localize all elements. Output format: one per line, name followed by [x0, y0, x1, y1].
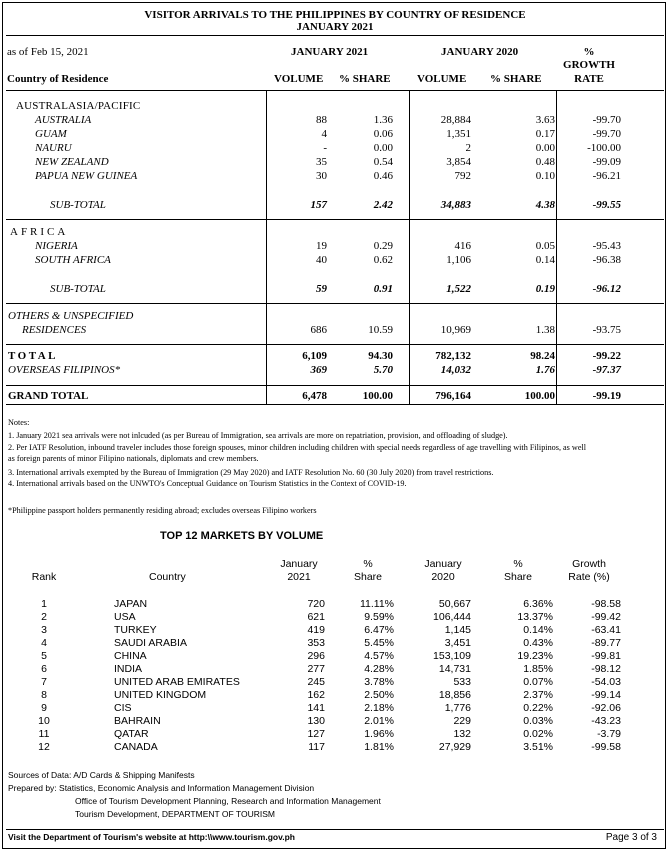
col-share2020-label: Share	[503, 571, 533, 583]
volume-2021: 88	[316, 114, 327, 126]
col-country-of-residence: Country of Residence	[7, 73, 109, 85]
volume-2020: 1,351	[446, 128, 471, 140]
prepared-by: Prepared by: Statistics, Economic Analysis and Information Management Division	[8, 783, 315, 793]
market-row	[3, 702, 667, 715]
market-row	[3, 650, 667, 663]
market-row	[3, 611, 667, 624]
share-2020: 3.51%	[523, 741, 553, 753]
region-australasia: AUSTRALASIA/PACIFIC	[16, 100, 141, 112]
column-rule	[556, 90, 557, 404]
share-2021: 0.54	[373, 156, 393, 168]
share-2021: 5.70	[373, 364, 393, 376]
share-2021: 2.01%	[364, 715, 394, 727]
table-row	[3, 128, 667, 141]
divider	[6, 90, 664, 91]
country: UNITED ARAB EMIRATES	[114, 676, 240, 688]
note-3: 3. International arrivals exempted by the Bureau of Immigration (29 May 2020) and IATF Resolution No. 60 (30 July 2020) from travel restrictions.	[8, 468, 494, 477]
col-share-2021: % SHARE	[339, 73, 391, 85]
share-2020: 0.19	[535, 283, 555, 295]
share-2021: 0.29	[373, 240, 393, 252]
market-row	[3, 637, 667, 650]
overseas-label: OVERSEAS FILIPINOS*	[8, 364, 121, 376]
col-growth-rate: RATE	[574, 73, 604, 85]
table-row	[3, 114, 667, 127]
share-2020: 0.14	[535, 254, 555, 266]
volume-2020: 28,884	[440, 114, 471, 126]
divider	[6, 303, 664, 304]
share-2021: 94.30	[368, 350, 393, 362]
share-2021: 4.28%	[364, 663, 394, 675]
col-volume-2021: VOLUME	[274, 73, 324, 85]
table-row	[3, 324, 667, 337]
share-2020: 0.03%	[523, 715, 553, 727]
sources-of-data: Sources of Data: A/D Cards & Shipping Manifests	[8, 770, 195, 780]
share-2020: 0.22%	[523, 702, 553, 714]
volume-2020: 14,032	[440, 364, 471, 376]
volume-2021: 35	[316, 156, 327, 168]
volume-2021: -	[323, 142, 327, 154]
growth-rate: -99.19	[592, 390, 621, 402]
growth-rate: -98.58	[591, 598, 621, 610]
growth-rate: -99.22	[592, 350, 621, 362]
footnote-overseas: *Philippine passport holders permanently residing abroad; excludes overseas Filipino workers	[8, 506, 317, 515]
volume-2021: 369	[310, 364, 327, 376]
growth-rate: -99.42	[591, 611, 621, 623]
share-2021: 2.50%	[364, 689, 394, 701]
as-of-date: as of Feb 15, 2021	[7, 46, 89, 58]
january-2020: 229	[453, 715, 471, 727]
january-2021: 245	[307, 676, 325, 688]
january-2021: 296	[307, 650, 325, 662]
volume-2021: 6,478	[302, 390, 327, 402]
report-title: VISITOR ARRIVALS TO THE PHILIPPINES BY COUNTRY OF RESIDENCE	[144, 9, 526, 21]
market-row	[3, 715, 667, 728]
volume-2020: 416	[454, 240, 471, 252]
growth-rate: -92.06	[591, 702, 621, 714]
col-rank: Rank	[31, 571, 57, 583]
country: SAUDI ARABIA	[114, 637, 187, 649]
share-2020: 0.00	[535, 142, 555, 154]
country-name: PAPUA NEW GUINEA	[35, 170, 138, 182]
market-row	[3, 663, 667, 676]
country: CIS	[114, 702, 132, 714]
rank: 6	[41, 663, 47, 675]
share-2021: 0.62	[373, 254, 393, 266]
col-share2021: %	[363, 558, 373, 570]
note-1: 1. January 2021 sea arrivals were not inlcuded (as per Bureau of Immigration, sea arrivals are more on repatriation, provision, and offloading of sludge).	[8, 431, 508, 440]
country: CANADA	[114, 741, 158, 753]
volume-2020: 34,883	[440, 199, 471, 211]
share-2020: 0.17	[535, 128, 555, 140]
share-2021: 0.46	[373, 170, 393, 182]
share-2020: 13.37%	[517, 611, 553, 623]
country-name: AUSTRALIA	[35, 114, 92, 126]
rank: 8	[41, 689, 47, 701]
january-2020: 27,929	[438, 741, 471, 753]
col-jan2020-year: 2020	[431, 571, 455, 583]
share-2020: 6.36%	[523, 598, 553, 610]
prepared-by-department: Tourism Development, DEPARTMENT OF TOURISM	[75, 809, 275, 819]
growth-rate: -89.77	[591, 637, 621, 649]
country-name: RESIDENCES	[22, 324, 87, 336]
growth-rate: -43.23	[591, 715, 621, 727]
share-2021: 1.96%	[364, 728, 394, 740]
country: USA	[114, 611, 136, 623]
divider	[6, 219, 664, 220]
volume-2021: 6,109	[302, 350, 327, 362]
share-2020: 1.85%	[523, 663, 553, 675]
volume-2021: 19	[316, 240, 327, 252]
share-2021: 1.36	[373, 114, 393, 126]
rank: 9	[41, 702, 47, 714]
rank: 12	[38, 741, 50, 753]
overseas-filipinos-row	[3, 364, 667, 377]
table-row	[3, 170, 667, 183]
note-2: 2. Per IATF Resolution, inbound traveler includes those foreign spouses, minor children including children with special needs regardless of age travelling with Filipinos, as well	[8, 443, 587, 452]
country: TURKEY	[114, 624, 157, 636]
share-2021: 4.57%	[364, 650, 394, 662]
share-2020: 1.38	[535, 324, 555, 336]
share-2021: 9.59%	[364, 611, 394, 623]
subtotal-label: SUB-TOTAL	[50, 283, 106, 295]
col-volume-2020: VOLUME	[417, 73, 467, 85]
divider	[6, 404, 664, 405]
col-share-2020: % SHARE	[490, 73, 542, 85]
january-2020: 106,444	[433, 611, 471, 623]
note-2-continued: as foreign parents of minor Filipino nationals, diplomats and crew members.	[8, 454, 259, 463]
volume-2020: 782,132	[435, 350, 471, 362]
volume-2021: 40	[316, 254, 327, 266]
share-2021: 2.18%	[364, 702, 394, 714]
col-growth: Growth	[572, 558, 606, 570]
share-2021: 6.47%	[364, 624, 394, 636]
volume-2020: 792	[454, 170, 471, 182]
table-row	[3, 240, 667, 253]
share-2020: 0.02%	[523, 728, 553, 740]
growth-rate: -99.55	[592, 199, 621, 211]
growth-rate: -96.38	[592, 254, 621, 266]
growth-rate: -99.70	[592, 128, 621, 140]
share-2021: 11.11%	[359, 598, 394, 610]
top-markets-title: TOP 12 MARKETS BY VOLUME	[160, 530, 324, 542]
col-share2020: %	[513, 558, 523, 570]
market-row	[3, 624, 667, 637]
country-name: NEW ZEALAND	[35, 156, 109, 168]
market-row	[3, 689, 667, 702]
january-2020: 14,731	[438, 663, 471, 675]
january-2020: 50,667	[438, 598, 471, 610]
growth-rate: -99.81	[591, 650, 621, 662]
share-2020: 0.10	[535, 170, 555, 182]
january-2021: 162	[307, 689, 325, 701]
column-rule	[266, 90, 267, 404]
col-growth-pct: %	[583, 46, 595, 58]
region-africa: AFRICA	[10, 226, 69, 238]
january-2020: 1,145	[444, 624, 471, 636]
growth-rate: -96.12	[592, 283, 621, 295]
col-growth-rate: Rate (%)	[568, 571, 610, 583]
rank: 10	[38, 715, 50, 727]
volume-2020: 2	[465, 142, 471, 154]
january-2021: 353	[307, 637, 325, 649]
share-2020: 100.00	[524, 390, 555, 402]
page-number: Page 3 of 3	[605, 832, 657, 843]
rank: 4	[41, 637, 47, 649]
rank: 3	[41, 624, 47, 636]
country: INDIA	[114, 663, 143, 675]
rank: 11	[38, 728, 50, 740]
country-name: NIGERIA	[35, 240, 78, 252]
others-label: OTHERS & UNSPECIFIED	[8, 310, 134, 322]
rank: 1	[41, 598, 47, 610]
volume-2020: 3,854	[446, 156, 471, 168]
share-2021: 0.06	[373, 128, 393, 140]
january-2021: 117	[308, 741, 325, 753]
share-2020: 0.43%	[523, 637, 553, 649]
january-2021: 277	[307, 663, 325, 675]
share-2020: 1.76	[535, 364, 555, 376]
col-country: Country	[149, 571, 186, 583]
share-2021: 0.91	[373, 283, 393, 295]
growth-rate: -96.21	[592, 170, 621, 182]
growth-rate: -99.58	[591, 741, 621, 753]
market-row	[3, 741, 667, 754]
growth-rate: -95.43	[592, 240, 621, 252]
growth-rate: -54.03	[591, 676, 621, 688]
col-jan2021-year: 2021	[287, 571, 311, 583]
divider	[6, 344, 664, 345]
divider	[6, 35, 664, 36]
growth-rate: -99.70	[592, 114, 621, 126]
january-2021: 127	[307, 728, 325, 740]
country-name: GUAM	[35, 128, 67, 140]
share-2021: 1.81%	[364, 741, 394, 753]
january-2020: 1,776	[444, 702, 471, 714]
rank: 2	[41, 611, 47, 623]
col-share2021-label: Share	[353, 571, 383, 583]
january-2020: 18,856	[438, 689, 471, 701]
volume-2021: 30	[316, 170, 327, 182]
subtotal-row	[3, 199, 667, 212]
share-2021: 0.00	[373, 142, 393, 154]
growth-rate: -3.79	[597, 728, 621, 740]
share-2020: 98.24	[530, 350, 555, 362]
col-group-jan2021: JANUARY 2021	[291, 46, 369, 58]
growth-rate: -100.00	[587, 142, 621, 154]
share-2020: 0.05	[535, 240, 555, 252]
country: QATAR	[114, 728, 149, 740]
subtotal-label: SUB-TOTAL	[50, 199, 106, 211]
website-link[interactable]: Visit the Department of Tourism's website at http:\\www.tourism.gov.ph	[8, 832, 295, 842]
report-period: JANUARY 2021	[296, 21, 374, 33]
volume-2021: 4	[321, 128, 327, 140]
share-2021: 5.45%	[364, 637, 394, 649]
country: UNITED KINGDOM	[114, 689, 207, 701]
notes-heading: Notes:	[8, 418, 30, 427]
january-2021: 130	[307, 715, 325, 727]
january-2020: 533	[453, 676, 471, 688]
table-row	[3, 142, 667, 155]
prepared-by-office: Office of Tourism Development Planning, Research and Information Management	[75, 796, 381, 806]
share-2020: 2.37%	[523, 689, 553, 701]
country: BAHRAIN	[114, 715, 161, 727]
january-2020: 153,109	[433, 650, 471, 662]
share-2021: 3.78%	[364, 676, 394, 688]
volume-2020: 1,522	[446, 283, 471, 295]
country-name: NAURU	[35, 142, 72, 154]
col-jan2020: January	[424, 558, 462, 570]
share-2020: 19.23%	[517, 650, 553, 662]
share-2020: 0.14%	[523, 624, 553, 636]
growth-rate: -63.41	[591, 624, 621, 636]
grand-total-label: GRAND TOTAL	[8, 390, 89, 402]
share-2020: 0.48	[535, 156, 555, 168]
share-2021: 2.42	[373, 199, 393, 211]
growth-rate: -93.75	[592, 324, 621, 336]
growth-rate: -97.37	[592, 364, 621, 376]
growth-rate: -99.14	[591, 689, 621, 701]
divider	[6, 385, 664, 386]
volume-2021: 59	[316, 283, 327, 295]
report-page	[2, 2, 666, 849]
country-name: SOUTH AFRICA	[35, 254, 111, 266]
volume-2020: 10,969	[440, 324, 471, 336]
table-row	[3, 156, 667, 169]
country: CHINA	[114, 650, 147, 662]
market-row	[3, 676, 667, 689]
col-growth-label: GROWTH	[563, 59, 615, 71]
subtotal-row	[3, 283, 667, 296]
market-row	[3, 598, 667, 611]
total-label: TOTAL	[8, 350, 58, 362]
country: JAPAN	[114, 598, 148, 610]
share-2020: 0.07%	[523, 676, 553, 688]
january-2021: 419	[307, 624, 325, 636]
growth-rate: -99.09	[592, 156, 621, 168]
total-row	[3, 350, 667, 363]
share-2021: 10.59	[368, 324, 393, 336]
column-rule	[409, 90, 410, 404]
volume-2020: 796,164	[435, 390, 471, 402]
january-2021: 720	[307, 598, 325, 610]
divider	[6, 829, 664, 830]
rank: 5	[41, 650, 47, 662]
january-2021: 141	[307, 702, 325, 714]
january-2021: 621	[307, 611, 325, 623]
volume-2021: 157	[310, 199, 327, 211]
share-2021: 100.00	[362, 390, 393, 402]
volume-2020: 1,106	[446, 254, 471, 266]
share-2020: 4.38	[535, 199, 555, 211]
rank: 7	[41, 676, 47, 688]
volume-2021: 686	[310, 324, 327, 336]
market-row	[3, 728, 667, 741]
january-2020: 3,451	[444, 637, 471, 649]
col-group-jan2020: JANUARY 2020	[441, 46, 519, 58]
col-jan2021: January	[280, 558, 318, 570]
grand-total-row	[3, 390, 667, 403]
share-2020: 3.63	[535, 114, 555, 126]
growth-rate: -98.12	[591, 663, 621, 675]
table-row	[3, 254, 667, 267]
january-2020: 132	[453, 728, 471, 740]
note-4: 4. International arrivals based on the UNWTO's Conceptual Guidance on Tourism Statistics in the Context of COVID-19.	[8, 479, 407, 488]
